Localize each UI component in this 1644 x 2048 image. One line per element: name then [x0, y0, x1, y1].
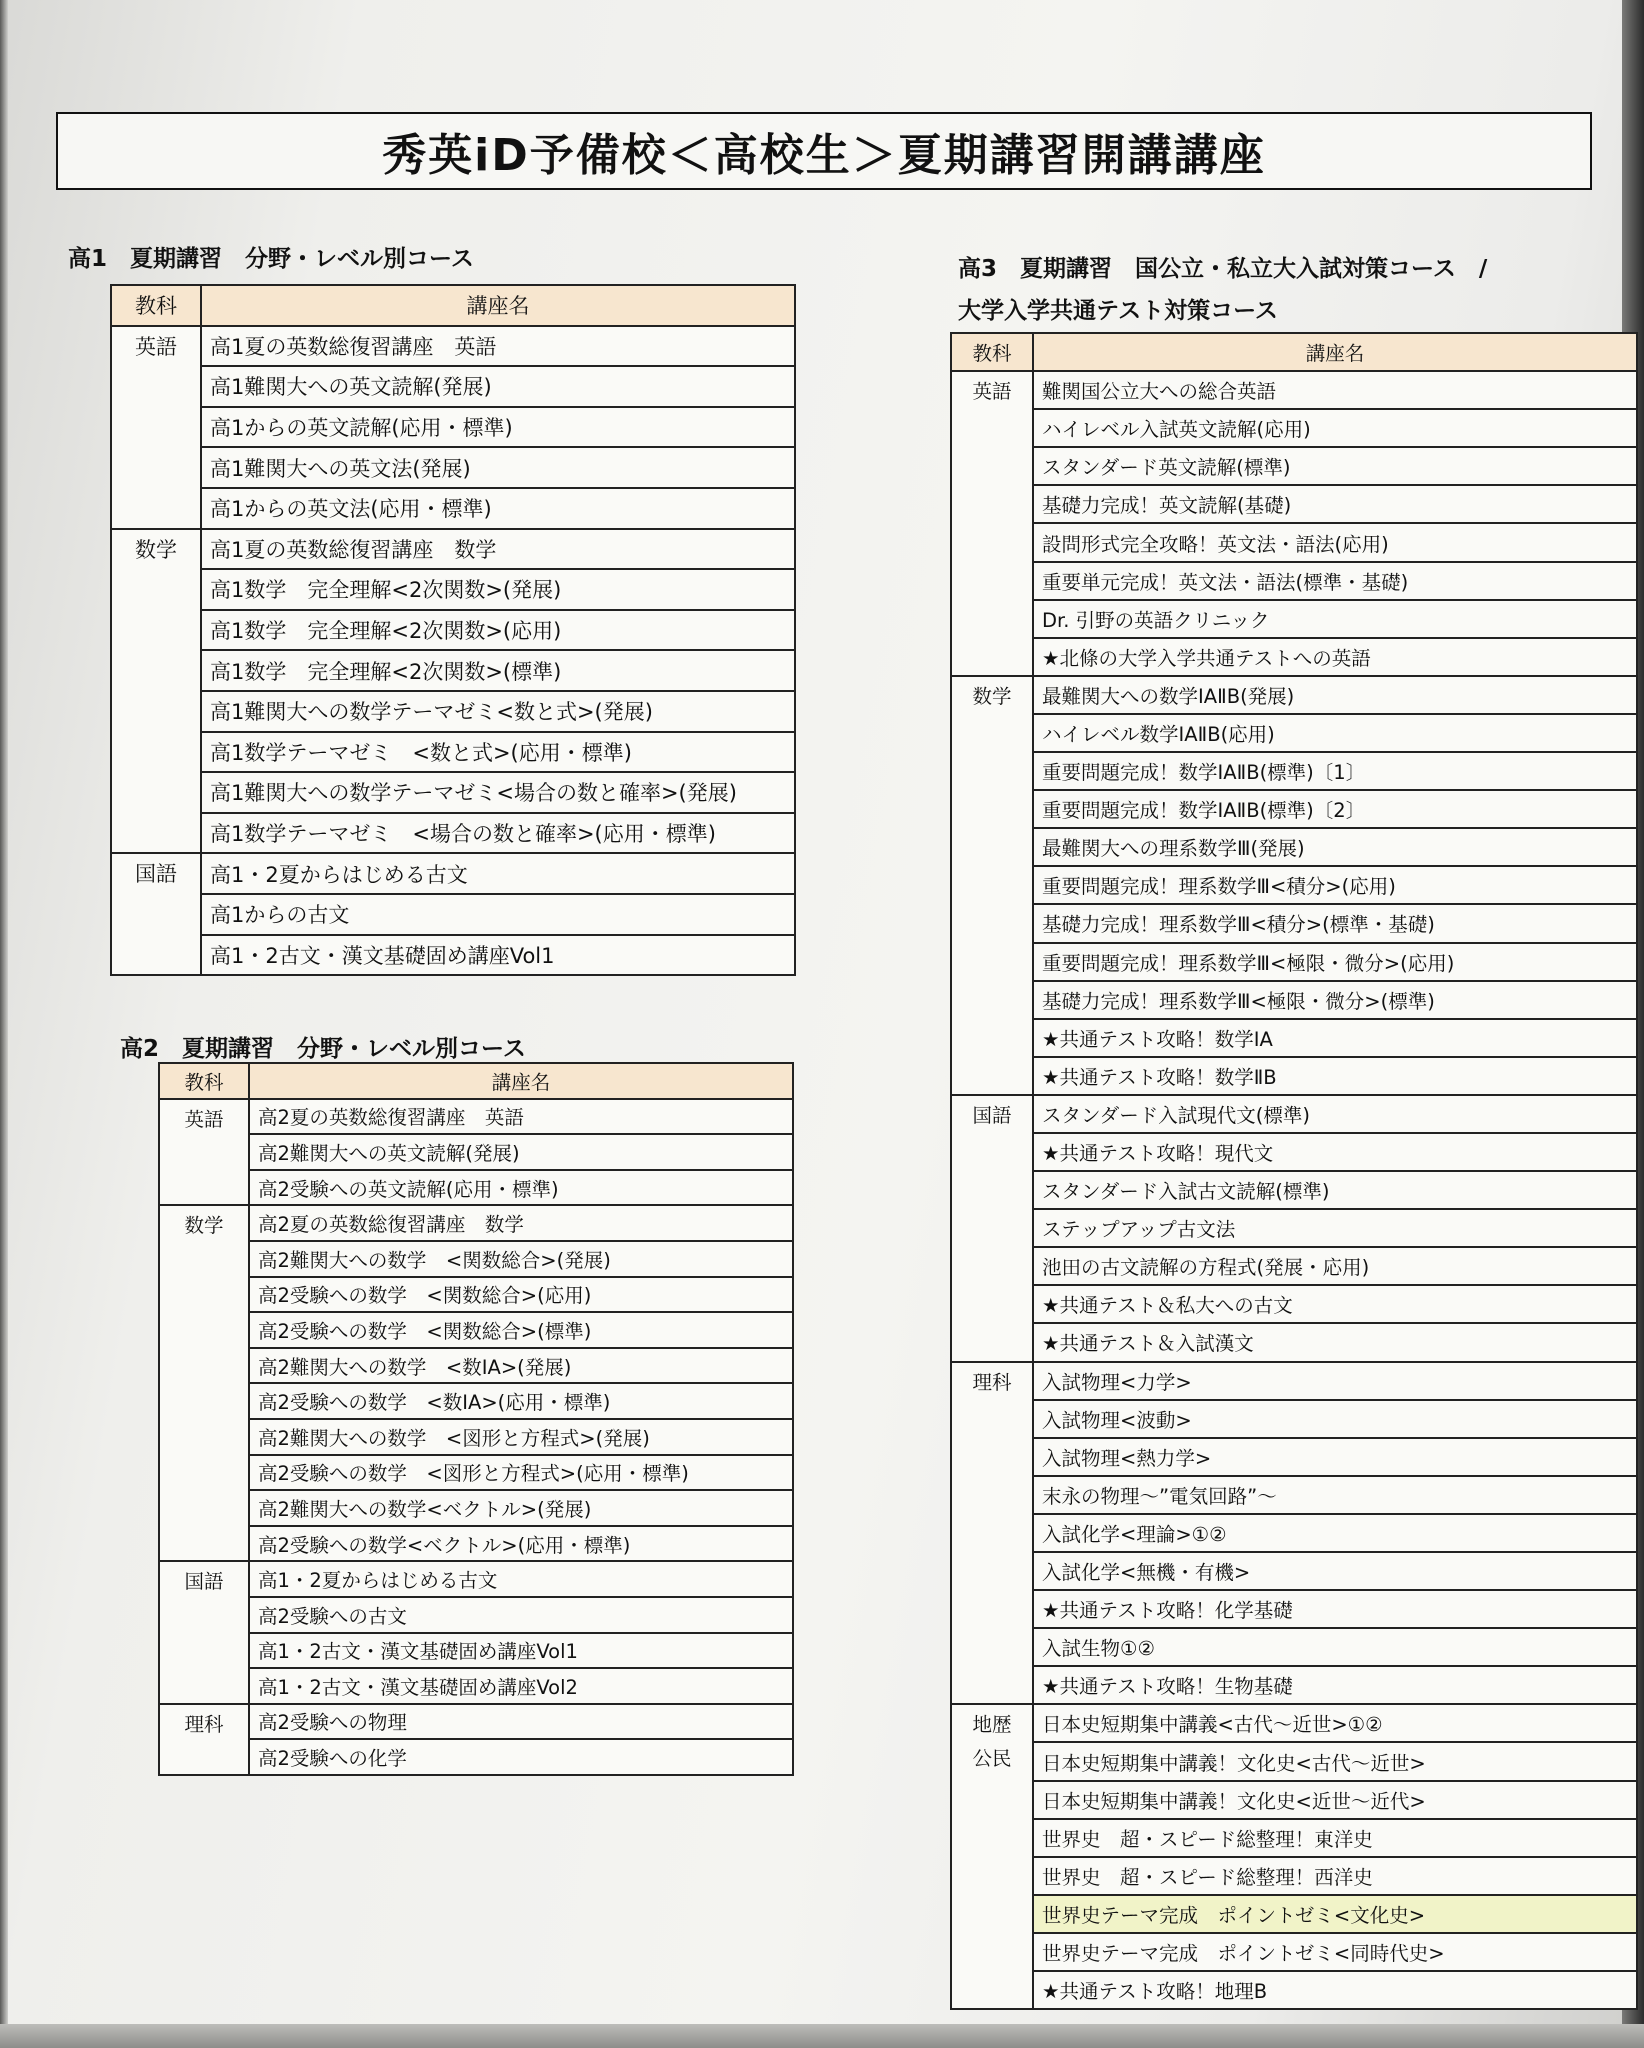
table-row	[951, 1590, 1637, 1628]
subject-cell	[159, 1704, 249, 1775]
course-name-cell: 設問形式完全攻略！英文法・語法(応用)	[1033, 523, 1637, 561]
course-name-cell: 高1からの英文読解(応用・標準)	[201, 407, 795, 448]
table-row	[951, 1209, 1637, 1247]
course-name-cell: ハイレベル入試英文読解(応用)	[1033, 409, 1637, 447]
table-row	[951, 1400, 1637, 1438]
table-row	[951, 1438, 1637, 1476]
course-name-cell: 高1・2古文・漢文基礎固め講座Vol1	[201, 935, 795, 976]
course-name-cell: 入試化学<無機・有機>	[1033, 1552, 1637, 1590]
table-row	[159, 1312, 793, 1348]
course-name-cell: 高1・2古文・漢文基礎固め講座Vol2	[249, 1668, 793, 1704]
course-name-cell: 最難関大への理系数学Ⅲ(発展)	[1033, 828, 1637, 866]
grade1-course-table	[110, 284, 796, 976]
grade3-course-table	[950, 332, 1638, 2010]
document-title: 秀英iD予備校＜高校生＞夏期講習開講講座	[382, 130, 1266, 181]
course-name-cell: 入試化学<理論>①②	[1033, 1514, 1637, 1552]
table-row	[951, 1933, 1637, 1971]
course-name-cell: 高1難関大への数学テーマゼミ<場合の数と確率>(発展)	[201, 772, 795, 813]
table-row	[159, 1526, 793, 1562]
course-name-cell: 高1難関大への英文読解(発展)	[201, 366, 795, 407]
document-title-box	[56, 112, 1592, 190]
subject-label: 英語	[135, 334, 177, 359]
course-name-cell: 世界史テーマ完成 ポイントゼミ<文化史>	[1033, 1895, 1637, 1933]
course-name-cell: 重要問題完成！数学ⅠAⅡB(標準)〔2〕	[1033, 790, 1637, 828]
section1-title: 高1 夏期講習 分野・レベル別コース	[68, 246, 474, 272]
course-name-cell: 基礎力完成！英文読解(基礎)	[1033, 485, 1637, 523]
course-name-cell: 末永の物理～”電気回路”～	[1033, 1476, 1637, 1514]
table-row	[951, 1247, 1637, 1285]
course-name-cell: スタンダード入試古文読解(標準)	[1033, 1171, 1637, 1209]
course-name-cell: ★共通テスト攻略！数学ⅠA	[1033, 1019, 1637, 1057]
course-name-cell: スタンダード英文読解(標準)	[1033, 447, 1637, 485]
subject-label: 数学	[972, 684, 1012, 708]
table-row	[159, 1668, 793, 1704]
subject-label: 数学	[184, 1214, 224, 1238]
monitor-bezel-left	[0, 0, 8, 2048]
table-row	[159, 1205, 793, 1241]
table-row	[951, 943, 1637, 981]
course-header: 講座名	[249, 1063, 793, 1099]
table-row	[951, 1552, 1637, 1590]
table-row	[159, 1099, 793, 1135]
course-name-cell: 難関国公立大への総合英語	[1033, 371, 1637, 409]
course-name-cell: 基礎力完成！理系数学Ⅲ<極限・微分>(標準)	[1033, 981, 1637, 1019]
table-row	[951, 1781, 1637, 1819]
table-row	[951, 1895, 1637, 1933]
table-row	[951, 790, 1637, 828]
subject-label: 国語	[184, 1570, 224, 1594]
table-row	[951, 981, 1637, 1019]
subject-cell	[111, 529, 201, 854]
course-name-cell: 重要問題完成！理系数学Ⅲ<極限・微分>(応用)	[1033, 943, 1637, 981]
table-row	[111, 853, 795, 894]
table-row	[951, 1971, 1637, 2009]
table-row	[111, 447, 795, 488]
course-name-cell: 日本史短期集中講義！文化史<近世～近代>	[1033, 1781, 1637, 1819]
course-name-cell: 高2受験への数学 <関数総合>(標準)	[249, 1312, 793, 1348]
table-row	[159, 1704, 793, 1740]
monitor-bezel-bottom	[0, 2024, 1644, 2048]
course-name-cell: 高1数学テーマゼミ <場合の数と確率>(応用・標準)	[201, 813, 795, 854]
course-name-cell: 重要単元完成！英文法・語法(標準・基礎)	[1033, 562, 1637, 600]
course-name-cell: 高2受験への古文	[249, 1597, 793, 1633]
course-name-cell: 高2受験への英文読解(応用・標準)	[249, 1170, 793, 1206]
table-row	[159, 1633, 793, 1669]
course-name-cell: 高1夏の英数総復習講座 数学	[201, 529, 795, 570]
course-name-cell: 高1夏の英数総復習講座 英語	[201, 326, 795, 367]
course-name-cell: 世界史 超・スピード総整理！東洋史	[1033, 1819, 1637, 1857]
table-row	[111, 691, 795, 732]
course-header: 講座名	[201, 285, 795, 326]
course-name-cell: 入試物理<熱力学>	[1033, 1438, 1637, 1476]
course-name-cell: 日本史短期集中講義！文化史<古代～近世>	[1033, 1742, 1637, 1780]
table-header-row	[159, 1063, 793, 1099]
course-name-cell: 入試物理<力学>	[1033, 1362, 1637, 1400]
subject-label: 理科	[184, 1712, 224, 1736]
course-name-cell: 高2難関大への数学 <関数総合>(発展)	[249, 1241, 793, 1277]
table-row	[951, 1133, 1637, 1171]
table-row	[111, 650, 795, 691]
course-name-cell: 高1数学 完全理解<2次関数>(応用)	[201, 610, 795, 651]
table-row	[111, 813, 795, 854]
course-name-cell: 高1数学 完全理解<2次関数>(標準)	[201, 650, 795, 691]
table-row	[159, 1597, 793, 1633]
grade2-course-table	[158, 1062, 794, 1776]
table-row	[111, 529, 795, 570]
subject-cell	[111, 326, 201, 529]
table-row	[159, 1277, 793, 1313]
table-row	[951, 904, 1637, 942]
subject-label: 国語	[972, 1103, 1012, 1127]
table-row	[111, 366, 795, 407]
table-row	[159, 1490, 793, 1526]
table-row	[159, 1419, 793, 1455]
subject-cell	[951, 676, 1033, 1095]
course-name-cell: 重要問題完成！数学ⅠAⅡB(標準)〔1〕	[1033, 752, 1637, 790]
course-name-cell: 重要問題完成！理系数学Ⅲ<積分>(応用)	[1033, 866, 1637, 904]
course-name-cell: 高1・2古文・漢文基礎固め講座Vol1	[249, 1633, 793, 1669]
subject-label: 英語	[184, 1107, 224, 1131]
course-name-cell: 高2受験への物理	[249, 1704, 793, 1740]
table-row	[159, 1561, 793, 1597]
table-row	[951, 1057, 1637, 1095]
table-row	[159, 1241, 793, 1277]
course-name-cell: 世界史テーマ完成 ポイントゼミ<同時代史>	[1033, 1933, 1637, 1971]
table-row	[951, 1742, 1637, 1780]
course-name-cell: 高1からの英文法(応用・標準)	[201, 488, 795, 529]
table-row	[111, 935, 795, 976]
course-name-cell: ステップアップ古文法	[1033, 1209, 1637, 1247]
subject-cell	[951, 1704, 1033, 2009]
subject-header: 教科	[159, 1063, 249, 1099]
course-name-cell: ★共通テスト＆入試漢文	[1033, 1323, 1637, 1361]
course-name-cell: 高2難関大への数学 <図形と方程式>(発展)	[249, 1419, 793, 1455]
course-name-cell: 高2受験への化学	[249, 1739, 793, 1775]
table-row	[159, 1348, 793, 1384]
course-name-cell: 入試生物①②	[1033, 1628, 1637, 1666]
table-row	[951, 1285, 1637, 1323]
course-name-cell: 入試物理<波動>	[1033, 1400, 1637, 1438]
subject-cell	[111, 853, 201, 975]
table-row	[951, 1323, 1637, 1361]
subject-label: 英語	[972, 380, 1012, 404]
course-name-cell: ★共通テスト攻略！生物基礎	[1033, 1666, 1637, 1704]
course-name-cell: ★共通テスト攻略！地理B	[1033, 1971, 1637, 2009]
table-row	[111, 407, 795, 448]
table-row	[111, 569, 795, 610]
table-row	[951, 752, 1637, 790]
course-name-cell: 高2夏の英数総復習講座 英語	[249, 1099, 793, 1135]
table-row	[111, 894, 795, 935]
table-row	[951, 1476, 1637, 1514]
table-row	[159, 1170, 793, 1206]
course-name-cell: 高2受験への数学 <数ⅠA>(応用・標準)	[249, 1383, 793, 1419]
subject-cell	[159, 1561, 249, 1703]
grade2-table-body	[159, 1099, 793, 1775]
section3-title-line2: 大学入学共通テスト対策コース	[958, 298, 1278, 324]
table-row	[951, 600, 1637, 638]
section3-title-line1: 高3 夏期講習 国公立・私立大入試対策コース /	[958, 256, 1488, 282]
subject-label: 国語	[135, 862, 177, 887]
subject-cell	[159, 1205, 249, 1561]
table-row	[951, 638, 1637, 676]
table-row	[111, 326, 795, 367]
subject-label: 数学	[135, 537, 177, 562]
course-name-cell: 高2難関大への英文読解(発展)	[249, 1134, 793, 1170]
course-name-cell: 高1難関大への数学テーマゼミ<数と式>(発展)	[201, 691, 795, 732]
grade3-table-body	[951, 371, 1637, 2009]
course-name-cell: 日本史短期集中講義<古代～近世>①②	[1033, 1704, 1637, 1742]
course-name-cell: 高2難関大への数学 <数ⅠA>(発展)	[249, 1348, 793, 1384]
course-name-cell: 高2受験への数学 <関数総合>(応用)	[249, 1277, 793, 1313]
table-row	[159, 1455, 793, 1491]
table-row	[951, 866, 1637, 904]
table-row	[111, 772, 795, 813]
course-header: 講座名	[1033, 333, 1637, 371]
course-name-cell: ★共通テスト攻略！現代文	[1033, 1133, 1637, 1171]
table-row	[951, 1019, 1637, 1057]
table-row	[951, 1095, 1637, 1133]
table-header-row	[111, 285, 795, 326]
course-name-cell: 最難関大への数学ⅠAⅡB(発展)	[1033, 676, 1637, 714]
course-name-cell: 高1・2夏からはじめる古文	[201, 853, 795, 894]
table-row	[159, 1383, 793, 1419]
table-row	[951, 1857, 1637, 1895]
table-row	[951, 409, 1637, 447]
course-name-cell: 高1数学 完全理解<2次関数>(発展)	[201, 569, 795, 610]
subject-header: 教科	[111, 285, 201, 326]
table-row	[951, 1628, 1637, 1666]
course-name-cell: 高1難関大への英文法(発展)	[201, 447, 795, 488]
course-name-cell: 基礎力完成！理系数学Ⅲ<積分>(標準・基礎)	[1033, 904, 1637, 942]
course-name-cell: 高2夏の英数総復習講座 数学	[249, 1205, 793, 1241]
course-name-cell: ★共通テスト攻略！化学基礎	[1033, 1590, 1637, 1628]
table-row	[951, 1819, 1637, 1857]
table-row	[951, 714, 1637, 752]
course-name-cell: ★共通テスト＆私大への古文	[1033, 1285, 1637, 1323]
table-row	[951, 371, 1637, 409]
course-name-cell: スタンダード入試現代文(標準)	[1033, 1095, 1637, 1133]
table-row	[951, 676, 1637, 714]
table-row	[951, 523, 1637, 561]
table-row	[951, 447, 1637, 485]
subject-label: 地歴	[972, 1713, 1012, 1737]
table-row	[951, 562, 1637, 600]
table-row	[951, 1704, 1637, 1742]
subject-cell	[951, 1095, 1033, 1362]
table-row	[951, 1362, 1637, 1400]
table-row	[111, 732, 795, 773]
subject-label-2: 公民	[972, 1747, 1012, 1771]
course-name-cell: 池田の古文読解の方程式(発展・応用)	[1033, 1247, 1637, 1285]
course-name-cell: 世界史 超・スピード総整理！西洋史	[1033, 1857, 1637, 1895]
course-name-cell: 高1からの古文	[201, 894, 795, 935]
course-name-cell: Dr. 引野の英語クリニック	[1033, 600, 1637, 638]
section2-title: 高2 夏期講習 分野・レベル別コース	[120, 1036, 526, 1062]
course-name-cell: 高2難関大への数学<ベクトル>(発展)	[249, 1490, 793, 1526]
course-name-cell: ★共通テスト攻略！数学ⅡB	[1033, 1057, 1637, 1095]
course-name-cell: ハイレベル数学ⅠAⅡB(応用)	[1033, 714, 1637, 752]
table-row	[111, 488, 795, 529]
table-row	[159, 1134, 793, 1170]
table-row	[951, 1666, 1637, 1704]
table-row	[951, 828, 1637, 866]
grade1-table-body	[111, 326, 795, 976]
course-name-cell: 高1・2夏からはじめる古文	[249, 1561, 793, 1597]
table-header-row	[951, 333, 1637, 371]
course-name-cell: 高1数学テーマゼミ <数と式>(応用・標準)	[201, 732, 795, 773]
course-name-cell: ★北條の大学入学共通テストへの英語	[1033, 638, 1637, 676]
table-row	[951, 1171, 1637, 1209]
table-row	[951, 485, 1637, 523]
course-name-cell: 高2受験への数学 <図形と方程式>(応用・標準)	[249, 1455, 793, 1491]
subject-header: 教科	[951, 333, 1033, 371]
course-name-cell: 高2受験への数学<ベクトル>(応用・標準)	[249, 1526, 793, 1562]
subject-label: 理科	[972, 1370, 1012, 1394]
subject-cell	[159, 1099, 249, 1206]
subject-cell	[951, 371, 1033, 676]
table-row	[951, 1514, 1637, 1552]
table-row	[159, 1739, 793, 1775]
subject-cell	[951, 1362, 1033, 1705]
table-row	[111, 610, 795, 651]
